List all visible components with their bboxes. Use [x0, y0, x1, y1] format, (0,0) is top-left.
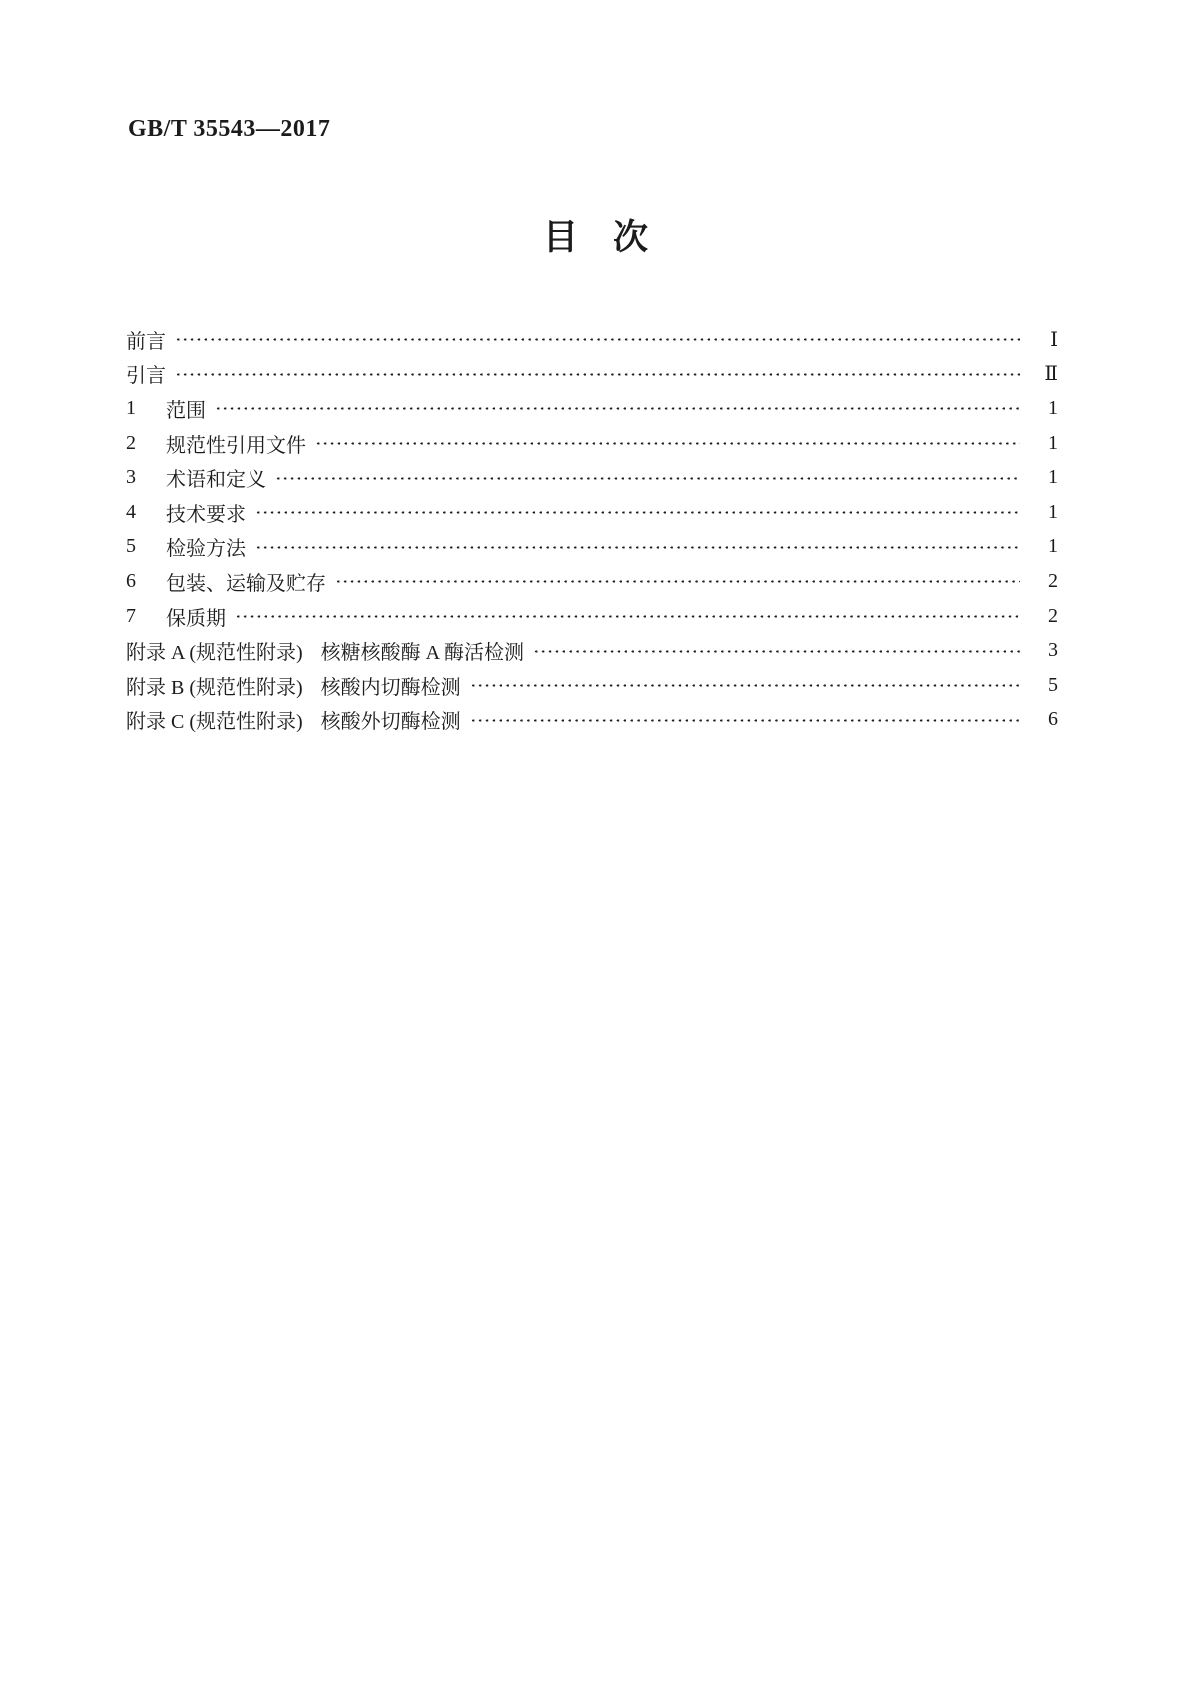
toc-entry-page: Ⅰ: [1050, 328, 1058, 351]
toc-entry-number: 7: [126, 604, 136, 627]
toc-entry-title: 范围: [166, 399, 206, 422]
toc-entry-page: 3: [1048, 639, 1058, 662]
toc-entry-page: 1: [1048, 466, 1058, 489]
toc-list: [126, 322, 1058, 737]
toc-entry: [126, 668, 1058, 703]
toc-entry-title: 引言: [126, 365, 166, 388]
toc-entry-number: 4: [126, 500, 136, 523]
toc-entry-page: Ⅱ: [1044, 363, 1058, 386]
toc-leader-dots: [175, 363, 1020, 385]
toc-entry-page: 1: [1048, 500, 1058, 523]
toc-entry: [126, 322, 1058, 357]
toc-entry-title: 检验方法: [166, 538, 246, 561]
toc-leader-dots: [533, 640, 1020, 662]
toc-entry-title: 附录 A (规范性附录): [126, 642, 303, 665]
toc-entry-title: 术语和定义: [166, 469, 266, 492]
toc-entry: [126, 460, 1058, 495]
toc-entry: [126, 426, 1058, 461]
toc-entry-title: 包装、运输及贮存: [166, 572, 326, 595]
toc-leader-dots: [235, 605, 1020, 627]
toc-entry-page: 2: [1048, 604, 1058, 627]
toc-entry-title: 附录 C (规范性附录): [126, 711, 303, 734]
toc-entry-subtitle: 核酸内切酶检测: [320, 676, 461, 699]
toc-entry: [126, 703, 1058, 738]
toc-entry: [126, 564, 1058, 599]
toc-entry-number: 5: [126, 535, 136, 558]
page-title: 目 次: [542, 218, 648, 257]
toc-leader-dots: [315, 432, 1020, 454]
toc-entry-page: 1: [1048, 535, 1058, 558]
toc-leader-dots: [175, 328, 1020, 350]
toc-entry-page: 5: [1048, 673, 1058, 696]
toc-leader-dots: [335, 570, 1020, 592]
toc-leader-dots: [255, 536, 1020, 558]
toc-entry: [126, 391, 1058, 426]
toc-entry-page: 1: [1048, 396, 1058, 419]
toc-entry-number: 2: [126, 431, 136, 454]
toc-leader-dots: [275, 467, 1020, 489]
toc-leader-dots: [470, 674, 1020, 696]
toc-leader-dots: [215, 397, 1020, 419]
toc-entry: [126, 599, 1058, 634]
toc-entry-page: 6: [1048, 708, 1058, 731]
toc-entry-page: 2: [1048, 569, 1058, 592]
toc-entry: [126, 530, 1058, 565]
toc-entry-number: 1: [126, 396, 136, 419]
toc-entry-title: 技术要求: [166, 503, 246, 526]
toc-entry: [126, 633, 1058, 668]
toc-entry-number: 6: [126, 569, 136, 592]
toc-entry-title: 规范性引用文件: [166, 434, 306, 457]
toc-leader-dots: [470, 709, 1020, 731]
toc-entry-title: 保质期: [166, 607, 226, 630]
toc-entry-title: 附录 B (规范性附录): [126, 676, 303, 699]
standard-number: GB/T 35543—2017: [128, 116, 331, 142]
toc-entry-title: 前言: [126, 330, 166, 353]
toc-entry: [126, 495, 1058, 530]
toc-entry-subtitle: 核酸外切酶检测: [320, 711, 461, 734]
toc-entry-number: 3: [126, 466, 136, 489]
toc-leader-dots: [255, 501, 1020, 523]
toc-entry-page: 1: [1048, 431, 1058, 454]
toc-entry: [126, 357, 1058, 392]
toc-entry-subtitle: 核糖核酸酶 A 酶活检测: [320, 642, 525, 665]
